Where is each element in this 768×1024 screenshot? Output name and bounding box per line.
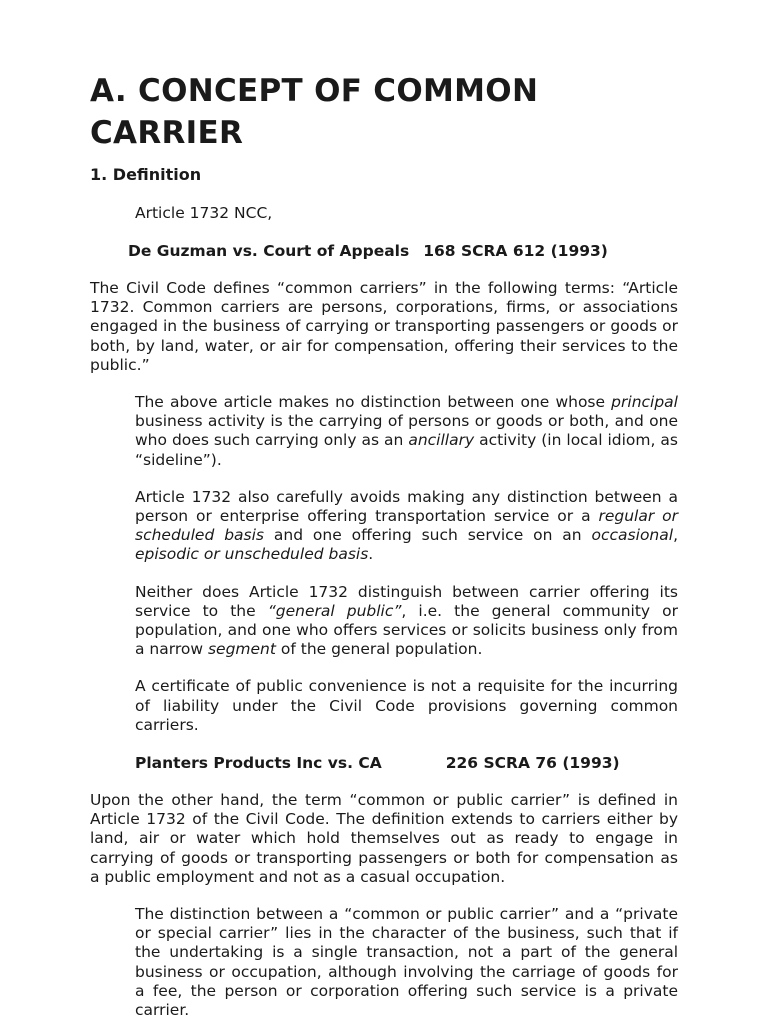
text-run: of the general population. — [275, 640, 483, 659]
paragraph-public-carrier-definition: Upon the other hand, the term “common or public carrier” is defined in Article 1732 of the Civil Code. The definition extends to carriers either by land, air or water which hold themselves out as ready to engage in carrying of goods or transporting passengers or both for compensation as a public employment and not as a casual occupation. — [90, 791, 678, 886]
text-run: Article 1732 also carefully avoids making any distinction between a person or enterprise offering transportation service or a — [135, 487, 678, 526]
italic-text: regular or scheduled basis — [135, 507, 678, 545]
text-run: Neither does Article 1732 distinguish between carrier offering its service to the — [135, 582, 678, 620]
text-run: business activity is the carrying of persons or goods or both, and one who does such carrying only as an — [135, 412, 678, 450]
article-reference: Article 1732 NCC, — [135, 204, 273, 222]
paragraph-certificate-convenience: A certificate of public convenience is not a requisite for the incurring of liability under the Civil Code provisions governing common carriers. — [135, 677, 678, 734]
case-citation: 168 SCRA 612 (1993) — [423, 242, 608, 260]
paragraph-civil-code-definition: The Civil Code defines “common carriers” in the following terms: “Article 1732. Common carriers are persons, corporations, firms, or associations engaged in the business of carrying or transporting passengers or goods or both, by land, water, or air for compensation, offering their services to the public.” — [90, 279, 678, 374]
italic-text: ancillary — [408, 431, 475, 450]
case-citation-planters-products — [135, 753, 678, 773]
italic-text: principal — [611, 393, 678, 412]
text-run: , — [673, 526, 678, 545]
paragraph-no-distinction-principal — [135, 393, 678, 470]
page-title: A. CONCEPT OF COMMON CARRIER — [90, 73, 539, 151]
text-run: . — [368, 545, 374, 564]
case-name: De Guzman vs. Court of Appeals — [128, 242, 410, 260]
case-citation: 226 SCRA 76 (1993) — [445, 754, 620, 773]
text-run: activity (in local idiom, as “sideline”). — [135, 431, 678, 469]
italic-text: episodic or unscheduled basis — [135, 545, 369, 564]
text-run: The above article makes no distinction between one whose — [135, 393, 612, 412]
italic-text: “general public” — [267, 601, 402, 620]
text-run: and one offering such service on an — [263, 526, 592, 545]
italic-text: segment — [207, 640, 276, 659]
case-citation-de-guzman — [128, 241, 678, 261]
case-name: Planters Products Inc vs. CA — [135, 754, 382, 773]
paragraph-private-carrier-distinction: The distinction between a “common or public carrier” and a “private or special carrier” lies in the character of the business, such that if the undertaking is a single transaction, not a part of the general business or occupation, although involving the carriage of goods for a fee, the person or corporation offering such service is a private carrier. — [135, 905, 678, 1020]
paragraph-general-public — [135, 583, 678, 660]
section-heading: 1. Definition — [90, 165, 202, 184]
text-run: , i.e. the general community or population, and one who offers services or solicits business only from a narrow — [135, 601, 678, 659]
paragraph-regular-scheduled — [135, 488, 678, 565]
italic-text: occasional — [591, 526, 674, 545]
